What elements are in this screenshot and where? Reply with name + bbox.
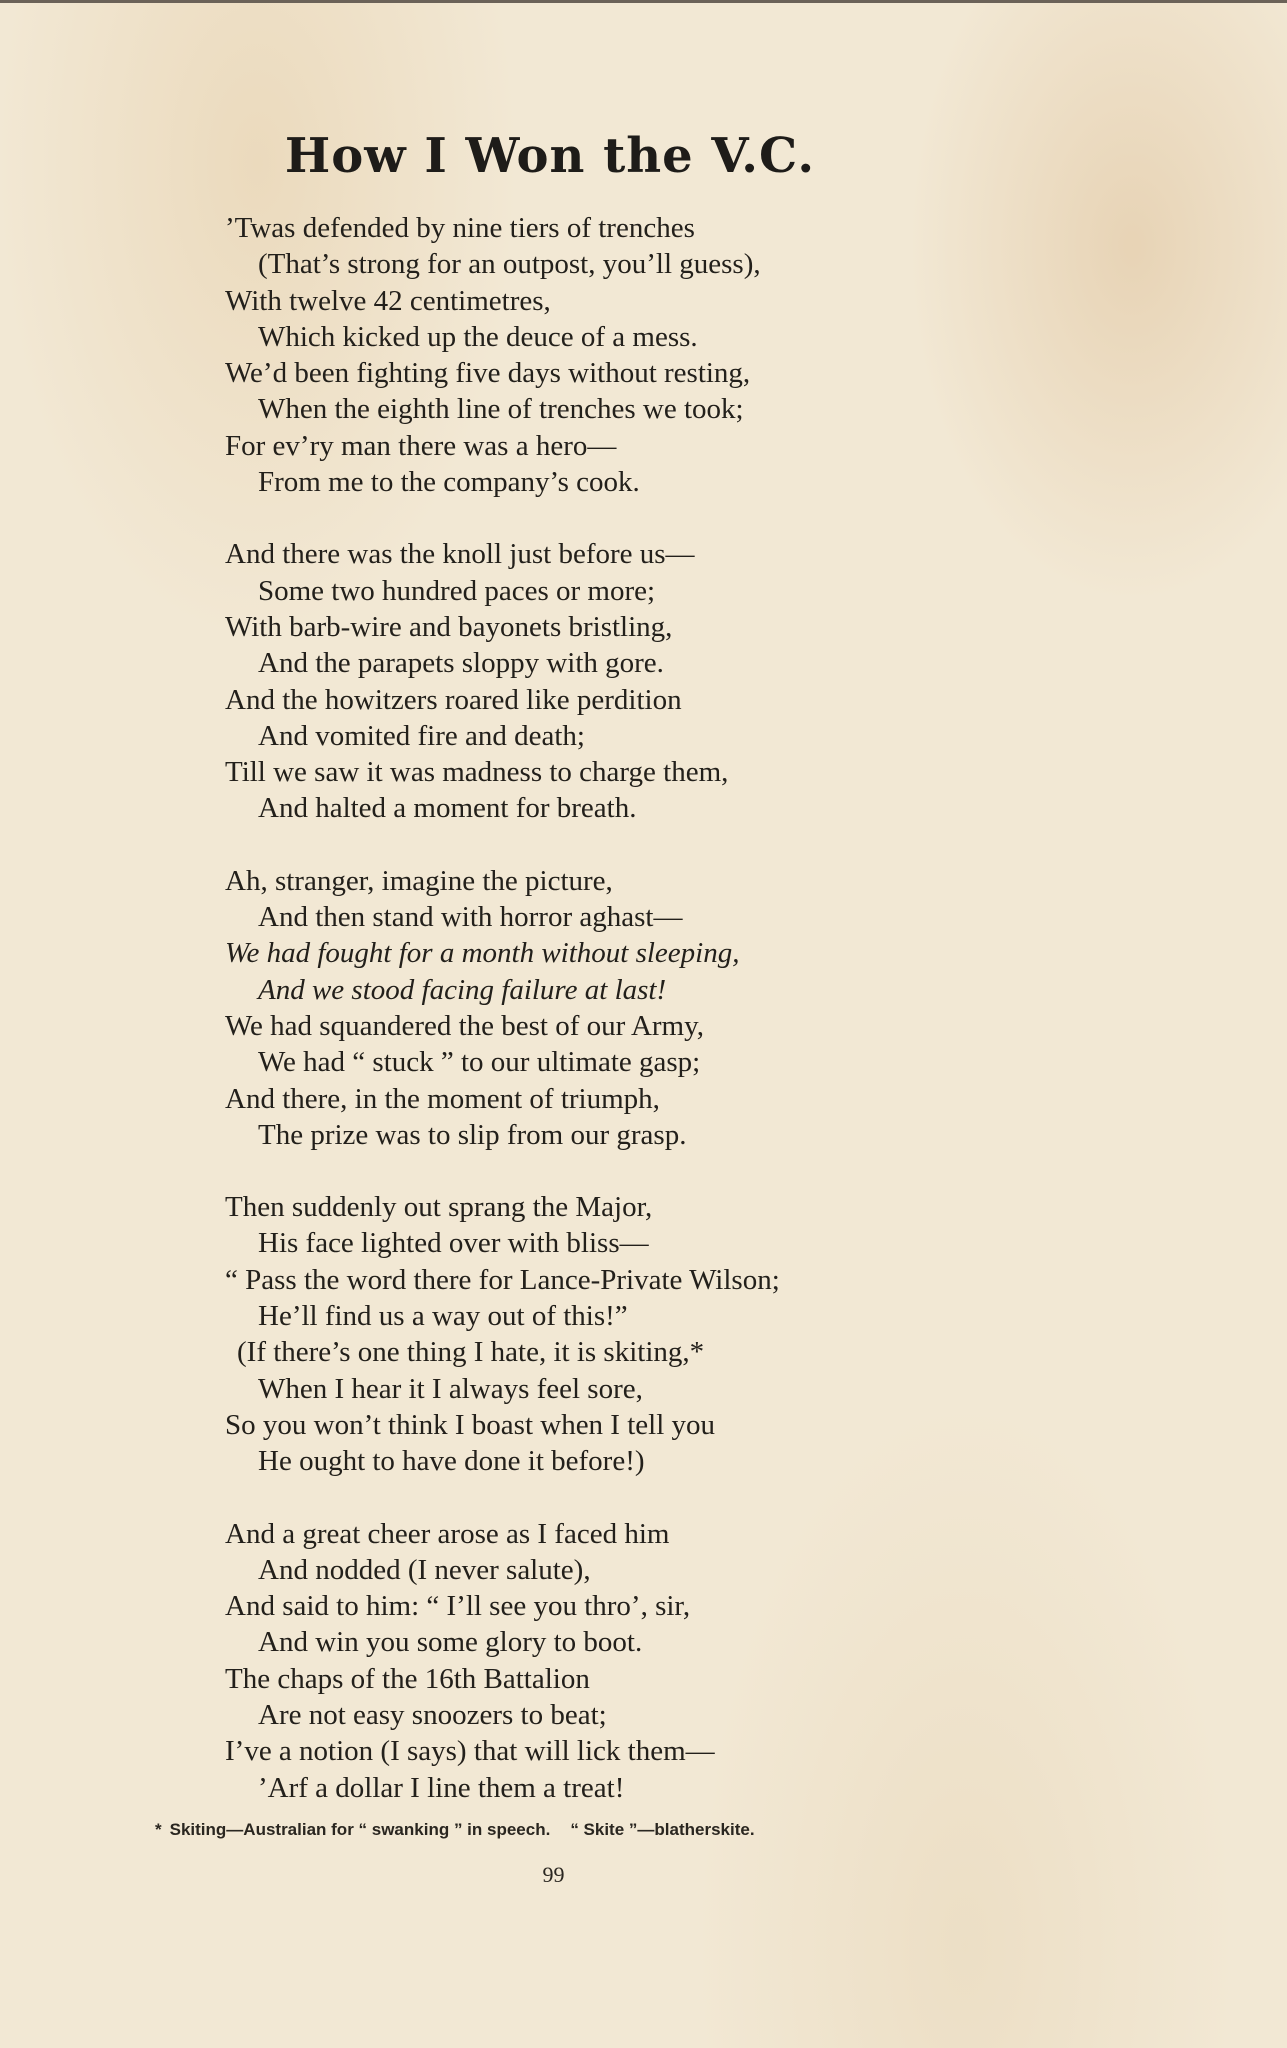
footnote-text-2: “ Skite ”—blatherskite. [570, 1820, 755, 1839]
page-number: 99 [542, 1862, 565, 1887]
poem-line: For ev’ry man there was a hero— [225, 429, 617, 462]
poem-line: I’ve a notion (I says) that will lick them— [225, 1735, 715, 1768]
stanza-1 [225, 210, 1225, 500]
top-edge-rule [0, 0, 1287, 3]
poem-line: With twelve 42 centimetres, [225, 284, 551, 317]
poem-line: And win you some glory to boot. [258, 1626, 643, 1659]
stanza-4 [225, 1189, 1225, 1479]
footnote-text: Skiting—Australian for “ swanking ” in speech. [169, 1820, 551, 1839]
poem-line: His face lighted over with bliss— [258, 1227, 649, 1260]
poem-line: And vomited fire and death; [258, 719, 585, 752]
poem-line: And halted a moment for breath. [258, 792, 637, 825]
poem-line: And then stand with horror aghast— [258, 901, 683, 934]
poem-line: (That’s strong for an outpost, you’ll guess), [258, 248, 761, 281]
footnote-marker: * [155, 1820, 162, 1839]
poem-line: Ah, stranger, imagine the picture, [225, 864, 613, 897]
poem-line: Then suddenly out sprang the Major, [225, 1191, 653, 1224]
poem-line: We had squandered the best of our Army, [225, 1009, 704, 1042]
poem-line: Which kicked up the deuce of a mess. [258, 320, 698, 353]
poem-line: He ought to have done it before!) [258, 1445, 645, 1478]
poem-line: The chaps of the 16th Battalion [225, 1662, 590, 1695]
poem-line: And a great cheer arose as I faced him [225, 1517, 670, 1550]
poem-line: And the parapets sloppy with gore. [258, 647, 664, 680]
poem-line: We’d been fighting five days without resting, [225, 357, 751, 390]
poem-line: And the howitzers roared like perdition [225, 683, 682, 716]
poem-line: Till we saw it was madness to charge them, [225, 756, 729, 789]
poem-line-italic: And we stood facing failure at last! [258, 973, 667, 1006]
poem-line: Some two hundred paces or more; [258, 574, 656, 607]
poem-line: So you won’t think I boast when I tell you [225, 1408, 716, 1441]
poem-line: And said to him: “ I’ll see you thro’, sir, [225, 1590, 691, 1623]
poem-line: Are not easy snoozers to beat; [258, 1698, 607, 1731]
poem-line: He’ll find us a way out of this!” [258, 1300, 628, 1333]
footnote [155, 1820, 755, 1840]
poem-line: ’Twas defended by nine tiers of trenches [225, 212, 695, 244]
poem-title: How I Won the V.C. [284, 128, 816, 184]
poem-line: (If there’s one thing I hate, it is skiting,* [237, 1336, 705, 1369]
poem-line: With barb-wire and bayonets bristling, [225, 610, 673, 643]
poem-line: And there, in the moment of triumph, [225, 1082, 660, 1115]
poem-line: The prize was to slip from our grasp. [258, 1118, 687, 1151]
poem-line-italic: We had fought for a month without sleeping, [225, 937, 740, 970]
poem-line: And there was the knoll just before us— [225, 538, 695, 571]
poem-body [225, 210, 1225, 1842]
poem-line: When the eighth line of trenches we took; [258, 393, 744, 426]
poem-line: When I hear it I always feel sore, [258, 1372, 643, 1405]
poem-line: And nodded (I never salute), [258, 1553, 591, 1586]
stanza-2 [225, 536, 1225, 826]
poem-line: From me to the company’s cook. [258, 466, 640, 499]
poem-line: We had “ stuck ” to our ultimate gasp; [258, 1046, 701, 1079]
poem-line: “ Pass the word there for Lance-Private Wilson; [225, 1263, 780, 1296]
stanza-5 [225, 1516, 1225, 1806]
stanza-3 [225, 863, 1225, 1153]
poem-line: ’Arf a dollar I line them a treat! [258, 1771, 625, 1804]
